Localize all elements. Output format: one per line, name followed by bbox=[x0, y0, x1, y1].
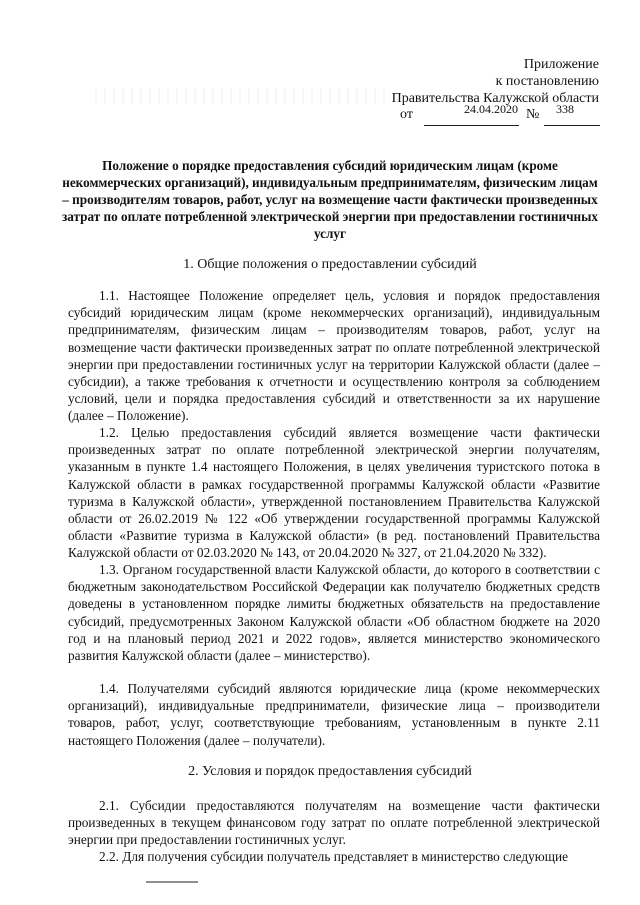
number-label: № bbox=[526, 107, 540, 122]
number-field bbox=[544, 102, 600, 126]
date-field bbox=[424, 102, 519, 126]
section-2-heading: 2. Условия и порядок предоставления субсидий bbox=[188, 764, 472, 779]
footer-mark bbox=[146, 881, 198, 883]
document-title: Положение о порядке предоставления субсидий юридическим лицам (кроме некоммерческих организаций), индивидуальным предпринимателям, физическим лицам – производителям товаров, работ, услуг на возмещение части фактически произведенных затрат по оплате потребленной электрической энергии при предоставлении гостиничных услуг bbox=[61, 158, 598, 241]
scan-artifact bbox=[95, 89, 385, 103]
paragraph-1-3: 1.3. Органом государственной власти Калужской области, до которого в соответствии с бюджетным законодательством Российской Федерации как получателю бюджетных средств доведены в установленном порядке лимиты бюджетных обязательств на предоставление субсидий, предусмотренных Законом Калужской области «Об областном бюджете на 2020 год и на плановый период 2021 и 2022 годов», является министерство экономического развития Калужской области (далее – министерство). bbox=[68, 562, 600, 664]
from-label: от bbox=[400, 107, 413, 122]
paragraph-2-1: 2.1. Субсидии предоставляются получателям на возмещение части фактически произведенных в текущем финансовом году затрат по оплате потребленной электрической энергии при предоставлении гостиничных услуг. bbox=[68, 798, 600, 848]
resolution-date: 24.04.2020 bbox=[464, 102, 518, 116]
resolution-ref: к постановлению bbox=[495, 74, 599, 89]
paragraph-1-2: 1.2. Целью предоставления субсидий является возмещение части фактически произведенных затрат по оплате потребленной электрической энергии получателям, указанным в пункте 1.4 настоящего Положения, в целях увеличения туристского потока в Калужской области в рамках государственной программы Калужской области «Развитие туризма в Калужской области», утвержденной постановлением Правительства Калужской области от 26.02.2019 № 122 «Об утверждении государственной программы Калужской области «Развитие туризма в Калужской области» (в ред. постановлений Правительства Калужской области от 02.03.2020 № 143, от 20.04.2020 № 327, от 21.04.2020 № 332). bbox=[68, 425, 600, 561]
paragraph-1-4: 1.4. Получателями субсидий являются юридические лица (кроме некоммерческих организаций), индивидуальные предприниматели, физические лица – производители товаров, работ, услуг, соответствующие требованиям, установленным в пункте 2.11 настоящего Положения (далее – получатели). bbox=[68, 681, 600, 748]
resolution-date-number bbox=[400, 102, 600, 127]
resolution-number: 338 bbox=[556, 102, 574, 116]
paragraph-1-1: 1.1. Настоящее Положение определяет цель, условия и порядок предоставления субсидий юридическим лицам (кроме некоммерческих организаций), индивидуальным предпринимателям, физическим лицам – производителям товаров, работ, услуг на возмещение части фактически произведенных затрат по оплате потребленной электрической энергии при предоставлении гостиничных услуг на территории Калужской области (далее – субсидии), а также требования к отчетности и осуществлению контроля за соблюдением условий, цели и порядка предоставления субсидий и ответственности за их нарушение (далее – Положение). bbox=[68, 288, 600, 424]
document-header bbox=[369, 56, 599, 107]
government-name: Правительства Калужской области bbox=[391, 91, 599, 106]
paragraph-2-2: 2.2. Для получения субсидии получатель представляет в министерство следующие bbox=[99, 849, 569, 864]
appendix-label: Приложение bbox=[523, 57, 599, 72]
section-1-heading: 1. Общие положения о предоставлении субсидий bbox=[183, 257, 477, 272]
